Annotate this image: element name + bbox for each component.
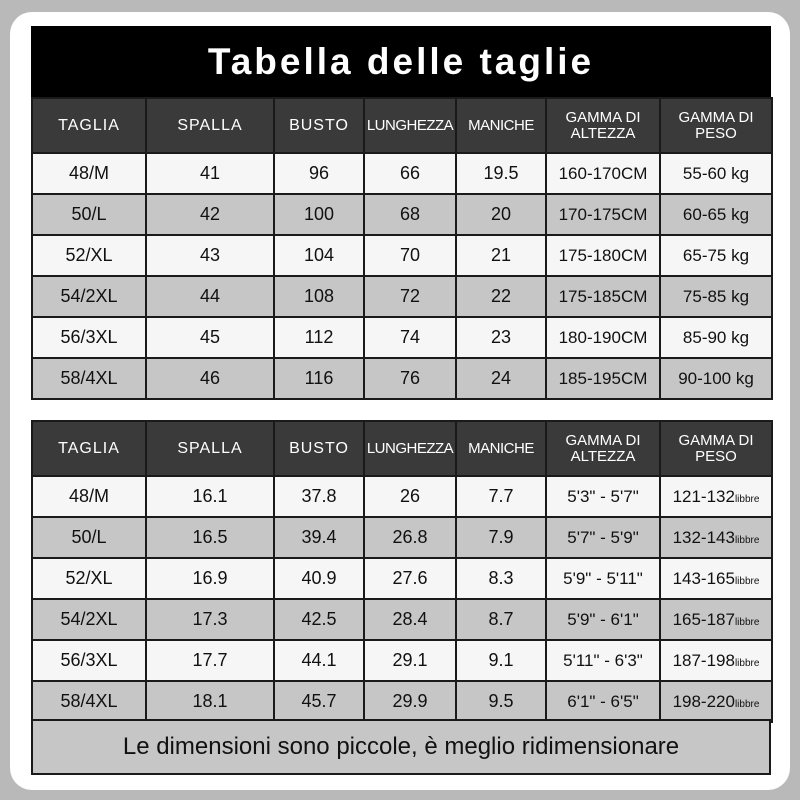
cell-busto: 112 — [274, 317, 364, 358]
cell-spalla: 46 — [146, 358, 274, 399]
header-lunghezza: LUNGHEZZA — [364, 98, 456, 153]
cell-lunghezza: 72 — [364, 276, 456, 317]
header-maniche: MANICHE — [456, 98, 546, 153]
header-gamma-peso: GAMMA DI PESO — [660, 421, 772, 476]
cell-busto: 44.1 — [274, 640, 364, 681]
header-spalla: SPALLA — [146, 421, 274, 476]
cell-altezza: 175-180CM — [546, 235, 660, 276]
metric-size-table — [31, 97, 773, 400]
cell-altezza: 6'1" - 6'5" — [546, 681, 660, 722]
table-row — [32, 276, 772, 317]
cell-lunghezza: 26.8 — [364, 517, 456, 558]
cell-taglia: 50/L — [32, 517, 146, 558]
cell-maniche: 20 — [456, 194, 546, 235]
cell-lunghezza: 66 — [364, 153, 456, 194]
cell-spalla: 44 — [146, 276, 274, 317]
cell-maniche: 8.7 — [456, 599, 546, 640]
cell-maniche: 21 — [456, 235, 546, 276]
cell-peso: 90-100 kg — [660, 358, 772, 399]
cell-peso: 85-90 kg — [660, 317, 772, 358]
cell-busto: 100 — [274, 194, 364, 235]
table-header-row — [32, 98, 772, 153]
header-maniche: MANICHE — [456, 421, 546, 476]
cell-peso: 60-65 kg — [660, 194, 772, 235]
cell-maniche: 9.5 — [456, 681, 546, 722]
weight-unit: libbre — [734, 657, 760, 669]
cell-spalla: 43 — [146, 235, 274, 276]
cell-taglia: 52/XL — [32, 558, 146, 599]
cell-altezza: 5'7" - 5'9" — [546, 517, 660, 558]
table-row — [32, 153, 772, 194]
cell-taglia: 48/M — [32, 153, 146, 194]
cell-spalla: 16.9 — [146, 558, 274, 599]
cell-taglia: 56/3XL — [32, 640, 146, 681]
table-row — [32, 558, 772, 599]
page-title: Tabella delle taglie — [31, 26, 771, 97]
cell-busto: 37.8 — [274, 476, 364, 517]
cell-busto: 45.7 — [274, 681, 364, 722]
imperial-size-table — [31, 420, 773, 723]
weight-unit: libbre — [734, 534, 760, 546]
cell-altezza: 160-170CM — [546, 153, 660, 194]
cell-peso — [660, 517, 772, 558]
weight-value: 198-220 — [672, 691, 735, 711]
cell-lunghezza: 29.1 — [364, 640, 456, 681]
cell-altezza: 5'9" - 6'1" — [546, 599, 660, 640]
cell-taglia: 48/M — [32, 476, 146, 517]
cell-busto: 39.4 — [274, 517, 364, 558]
weight-unit: libbre — [734, 616, 760, 628]
cell-maniche: 22 — [456, 276, 546, 317]
table-row — [32, 517, 772, 558]
weight-value: 121-132 — [672, 486, 735, 506]
cell-maniche: 9.1 — [456, 640, 546, 681]
header-gamma-peso: GAMMA DI PESO — [660, 98, 772, 153]
header-gamma-altezza: GAMMA DI ALTEZZA — [546, 421, 660, 476]
table-row — [32, 317, 772, 358]
cell-taglia: 52/XL — [32, 235, 146, 276]
table-row — [32, 476, 772, 517]
weight-unit: libbre — [734, 493, 760, 505]
cell-busto: 96 — [274, 153, 364, 194]
cell-altezza: 175-185CM — [546, 276, 660, 317]
cell-taglia: 56/3XL — [32, 317, 146, 358]
cell-altezza: 5'9" - 5'11" — [546, 558, 660, 599]
table-row — [32, 358, 772, 399]
cell-taglia: 58/4XL — [32, 358, 146, 399]
cell-spalla: 42 — [146, 194, 274, 235]
cell-maniche: 19.5 — [456, 153, 546, 194]
cell-peso — [660, 599, 772, 640]
cell-spalla: 17.3 — [146, 599, 274, 640]
cell-altezza: 180-190CM — [546, 317, 660, 358]
cell-peso: 75-85 kg — [660, 276, 772, 317]
cell-maniche: 23 — [456, 317, 546, 358]
weight-value: 187-198 — [672, 650, 735, 670]
cell-spalla: 18.1 — [146, 681, 274, 722]
cell-peso — [660, 558, 772, 599]
cell-spalla: 41 — [146, 153, 274, 194]
cell-lunghezza: 70 — [364, 235, 456, 276]
cell-lunghezza: 28.4 — [364, 599, 456, 640]
cell-taglia: 54/2XL — [32, 276, 146, 317]
table-row — [32, 235, 772, 276]
cell-lunghezza: 26 — [364, 476, 456, 517]
cell-peso — [660, 681, 772, 722]
cell-taglia: 50/L — [32, 194, 146, 235]
table-row — [32, 194, 772, 235]
header-busto: BUSTO — [274, 98, 364, 153]
cell-lunghezza: 68 — [364, 194, 456, 235]
cell-altezza: 5'11" - 6'3" — [546, 640, 660, 681]
footer-note: Le dimensioni sono piccole, è meglio ridimensionare — [31, 719, 771, 775]
table-row — [32, 640, 772, 681]
cell-taglia: 58/4XL — [32, 681, 146, 722]
cell-lunghezza: 29.9 — [364, 681, 456, 722]
cell-lunghezza: 74 — [364, 317, 456, 358]
header-taglia: TAGLIA — [32, 98, 146, 153]
header-taglia: TAGLIA — [32, 421, 146, 476]
cell-maniche: 7.9 — [456, 517, 546, 558]
metric-table-body — [32, 153, 772, 399]
weight-unit: libbre — [734, 575, 760, 587]
cell-spalla: 45 — [146, 317, 274, 358]
cell-peso: 55-60 kg — [660, 153, 772, 194]
table-row — [32, 681, 772, 722]
weight-value: 165-187 — [672, 609, 735, 629]
cell-peso — [660, 476, 772, 517]
header-gamma-altezza: GAMMA DI ALTEZZA — [546, 98, 660, 153]
table-header-row — [32, 421, 772, 476]
cell-altezza: 170-175CM — [546, 194, 660, 235]
header-busto: BUSTO — [274, 421, 364, 476]
cell-lunghezza: 76 — [364, 358, 456, 399]
cell-busto: 104 — [274, 235, 364, 276]
cell-busto: 42.5 — [274, 599, 364, 640]
imperial-table-body — [32, 476, 772, 722]
cell-spalla: 16.5 — [146, 517, 274, 558]
cell-altezza: 185-195CM — [546, 358, 660, 399]
cell-peso: 65-75 kg — [660, 235, 772, 276]
cell-spalla: 16.1 — [146, 476, 274, 517]
header-spalla: SPALLA — [146, 98, 274, 153]
weight-value: 143-165 — [672, 568, 735, 588]
header-lunghezza: LUNGHEZZA — [364, 421, 456, 476]
weight-value: 132-143 — [672, 527, 735, 547]
cell-busto: 40.9 — [274, 558, 364, 599]
cell-busto: 108 — [274, 276, 364, 317]
cell-taglia: 54/2XL — [32, 599, 146, 640]
cell-lunghezza: 27.6 — [364, 558, 456, 599]
cell-spalla: 17.7 — [146, 640, 274, 681]
cell-busto: 116 — [274, 358, 364, 399]
cell-maniche: 8.3 — [456, 558, 546, 599]
cell-maniche: 7.7 — [456, 476, 546, 517]
cell-maniche: 24 — [456, 358, 546, 399]
table-row — [32, 599, 772, 640]
weight-unit: libbre — [734, 698, 760, 710]
cell-peso — [660, 640, 772, 681]
cell-altezza: 5'3" - 5'7" — [546, 476, 660, 517]
